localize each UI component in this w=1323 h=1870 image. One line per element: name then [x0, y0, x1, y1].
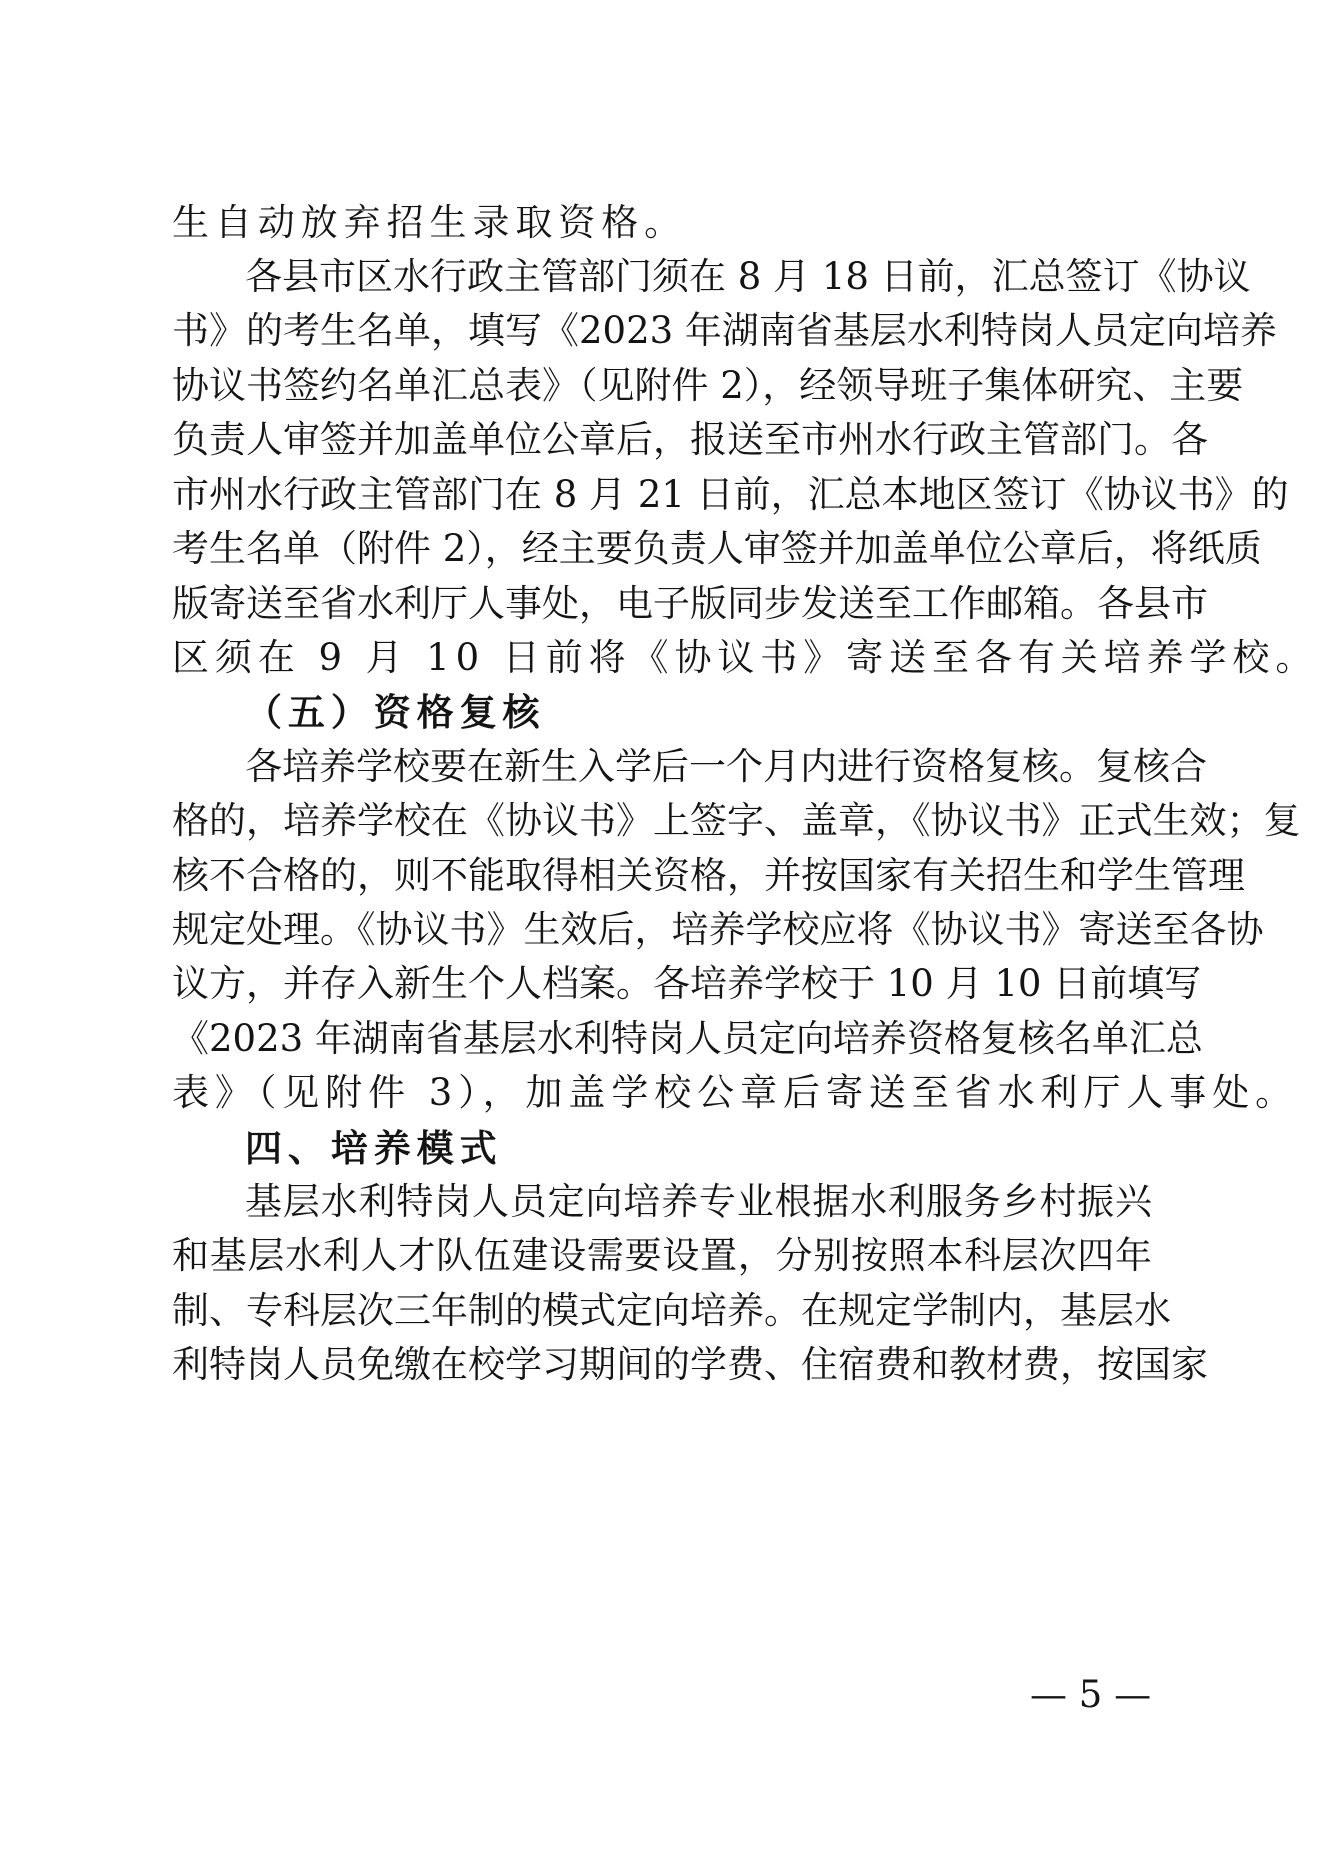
paragraph-line: 市州水行政主管部门在 8 月 21 日前，汇总本地区签订《协议书》的 — [172, 473, 1289, 516]
paragraph-line: 各县市区水行政主管部门须在 8 月 18 日前，汇总签订《协议 — [245, 255, 1251, 298]
paragraph-line: 各培养学校要在新生入学后一个月内进行资格复核。复核合 — [245, 745, 1207, 788]
paragraph-line: 《2023 年湖南省基层水利特岗人员定向培养资格复核名单汇总 — [172, 1017, 1203, 1060]
paragraph-line: 规定处理。《协议书》生效后，培养学校应将《协议书》寄送至各协 — [172, 908, 1264, 951]
paragraph-line: 制、专科层次三年制的模式定向培养。在规定学制内，基层水 — [172, 1289, 1171, 1332]
paragraph-line: 负责人审签并加盖单位公章后，报送至市州水行政主管部门。各 — [172, 418, 1208, 461]
section-heading: 四、培养模式 — [245, 1126, 503, 1170]
paragraph-line: 和基层水利人才队伍建设需要设置，分别按照本科层次四年 — [172, 1234, 1152, 1277]
paragraph-line: 协议书签约名单汇总表》（见附件 2），经领导班子集体研究、主要 — [172, 364, 1244, 407]
paragraph-line: 利特岗人员免缴在校学习期间的学费、住宿费和教材费，按国家 — [172, 1343, 1208, 1386]
paragraph-line: 格的，培养学校在《协议书》上签字、盖章，《协议书》正式生效；复 — [172, 799, 1301, 842]
paragraph-line: 表》（见附件 3），加盖学校公章后寄送至省水利厅人事处。 — [172, 1071, 1299, 1114]
paragraph-line: 书》的考生名单，填写《2023 年湖南省基层水利特岗人员定向培养 — [172, 309, 1277, 352]
paragraph-line: 区须在 9 月 10 日前将《协议书》寄送至各有关培养学校。 — [172, 636, 1319, 679]
paragraph-line: 核不合格的，则不能取得相关资格，并按国家有关招生和学生管理 — [172, 854, 1245, 897]
section-heading: （五）资格复核 — [245, 690, 546, 734]
paragraph-line: 考生名单（附件 2），经主要负责人审签并加盖单位公章后，将纸质 — [172, 527, 1262, 570]
paragraph-line: 版寄送至省水利厅人事处，电子版同步发送至工作邮箱。各县市 — [172, 582, 1208, 625]
paragraph-line: 基层水利特岗人员定向培养专业根据水利服务乡村振兴 — [245, 1180, 1152, 1223]
page-number: — 5 — — [1030, 1673, 1152, 1716]
paragraph-line: 生自动放弃招生录取资格。 — [172, 201, 688, 244]
paragraph-line: 议方，并存入新生个人档案。各培养学校于 10 月 10 日前填写 — [172, 962, 1202, 1005]
